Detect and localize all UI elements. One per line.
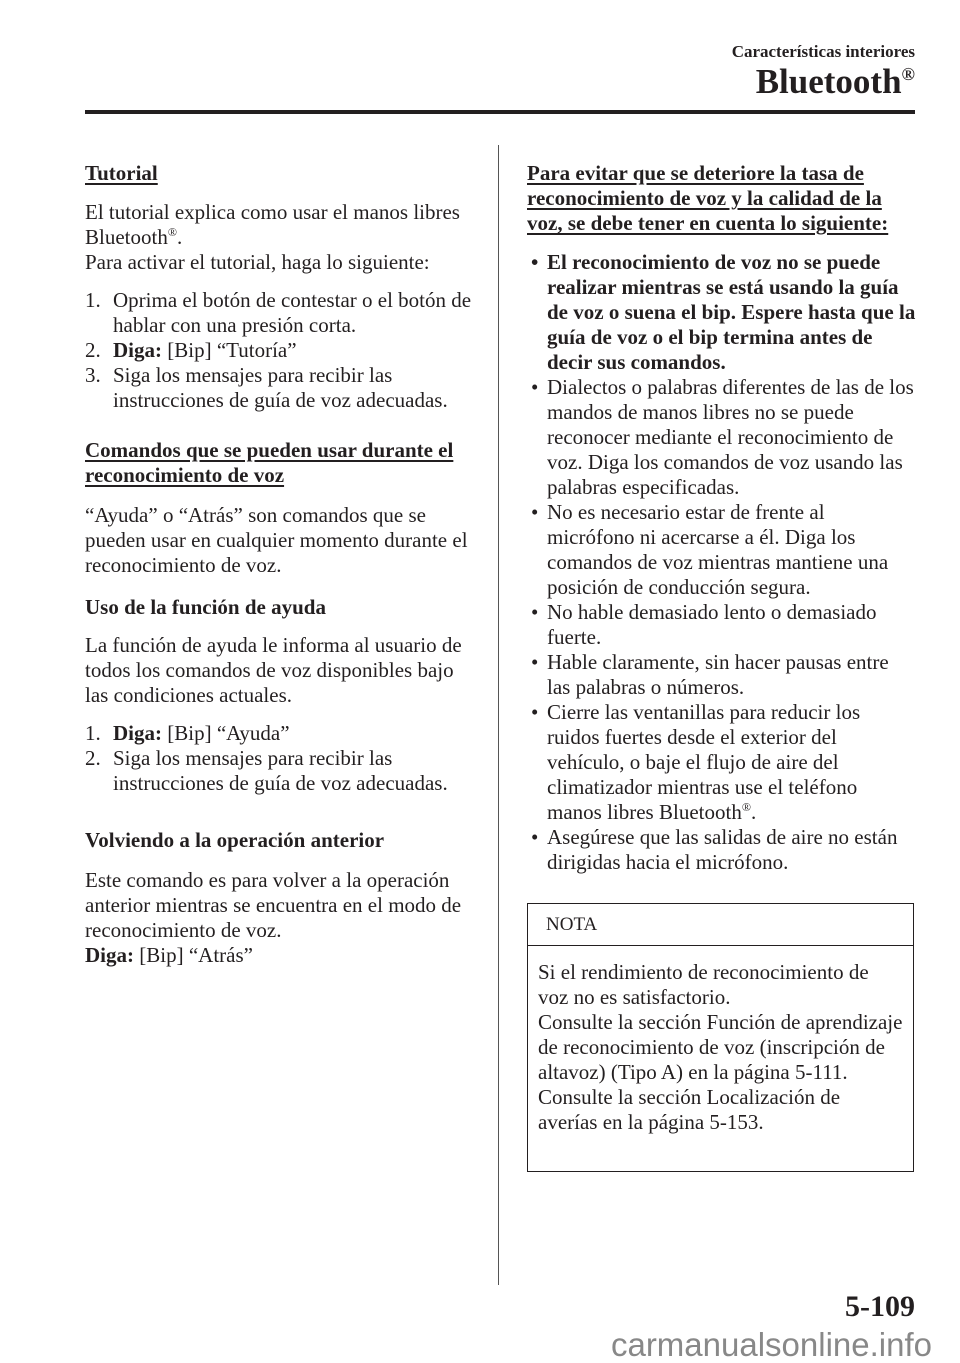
step-text: Siga los mensajes para recibir las instrucciones de guía de voz adecuadas. — [113, 363, 448, 412]
bullet-text: El reconocimiento de voz no se puede realizar mientras se está usando la guía de voz o suena el bip. Espere hasta que la guía de voz o el bip termina antes de decir sus comandos. — [547, 250, 916, 374]
note-line: Consulte la sección Función de aprendizaje de reconocimiento de voz (inscripción de altavoz) (Tipo A) en la página 5-111. — [538, 1010, 903, 1084]
chapter-title-text: Bluetooth — [755, 62, 902, 101]
registered-mark: ® — [741, 800, 751, 814]
period: . — [750, 800, 757, 824]
voice-tips-list — [527, 250, 917, 875]
list-item — [85, 338, 475, 363]
help-steps — [85, 721, 475, 796]
bullet: • — [531, 825, 539, 849]
tutorial-text: El tutorial explica como usar el manos libres Bluetooth — [85, 200, 460, 249]
note-line: Consulte la sección Localización de averías en la página 5-153. — [538, 1085, 841, 1134]
help-paragraph: La función de ayuda le informa al usuario de todos los comandos de voz disponibles bajo las condiciones actuales. — [85, 633, 462, 707]
list-item — [85, 721, 475, 746]
back-text: Este comando es para volver a la operación anterior mientras se encuentra en el modo de reconocimiento de voz. — [85, 868, 462, 942]
tutorial-heading: Tutorial — [85, 161, 158, 185]
note-box — [527, 903, 914, 1172]
commands-paragraph: “Ayuda” o “Atrás” son comandos que se pueden usar en cualquier momento durante el reconocimiento de voz. — [85, 503, 468, 577]
watermark: carmanualsonline.info — [610, 1326, 932, 1363]
back-paragraph — [85, 868, 475, 968]
step-text: [Bip] “Ayuda” — [162, 721, 290, 745]
list-item — [527, 700, 917, 825]
list-item — [527, 825, 917, 875]
right-column — [527, 161, 917, 1172]
tutorial-steps — [85, 288, 475, 413]
period: . — [176, 225, 183, 249]
chapter-title — [756, 64, 915, 100]
bullet-text: Hable claramente, sin hacer pausas entre las palabras o números. — [547, 650, 889, 699]
section-title: Características interiores — [731, 42, 915, 61]
step-number: 1. — [85, 288, 101, 312]
list-item — [527, 250, 917, 375]
step-number: 1. — [85, 721, 101, 745]
list-item — [527, 600, 917, 650]
bullet-text: Asegúrese que las salidas de aire no están dirigidas hacia el micrófono. — [547, 825, 898, 874]
step-bold: Diga: — [113, 338, 162, 362]
bullet: • — [531, 500, 539, 524]
step-text: [Bip] “Tutoría” — [162, 338, 297, 362]
note-title: NOTA — [528, 904, 913, 946]
bullet-text: No es necesario estar de frente al micrófono ni acercarse a él. Diga los comandos de voz mientras mantiene una posición de conducción segura. — [547, 500, 889, 599]
list-item — [527, 375, 917, 500]
bullet: • — [531, 375, 539, 399]
note-line: Si el rendimiento de reconocimiento de voz no es satisfactorio. — [538, 960, 869, 1009]
bullet-text: No hable demasiado lento o demasiado fuerte. — [547, 600, 877, 649]
page-number: 5-109 — [845, 1290, 915, 1323]
step-number: 2. — [85, 746, 101, 770]
list-item — [527, 500, 917, 600]
tutorial-text-2: Para activar el tutorial, haga lo siguiente: — [85, 250, 430, 274]
column-divider — [498, 145, 499, 1285]
say-text: [Bip] “Atrás” — [134, 943, 253, 967]
bullet: • — [531, 700, 539, 724]
left-column — [85, 161, 475, 968]
registered-mark: ® — [901, 64, 915, 84]
step-text: Siga los mensajes para recibir las instrucciones de guía de voz adecuadas. — [113, 746, 448, 795]
step-number: 2. — [85, 338, 101, 362]
step-text: Oprima el botón de contestar o el botón de hablar con una presión corta. — [113, 288, 472, 337]
registered-mark: ® — [167, 225, 177, 239]
bullet: • — [531, 600, 539, 624]
list-item — [85, 363, 475, 413]
header-rule — [85, 110, 915, 114]
voice-tips-heading: Para evitar que se deteriore la tasa de reconocimiento de voz y la calidad de la voz, se debe tener en cuenta lo siguiente: — [527, 161, 889, 235]
back-heading: Volviendo a la operación anterior — [85, 828, 385, 852]
commands-heading: Comandos que se pueden usar durante el reconocimiento de voz — [85, 438, 454, 487]
help-heading: Uso de la función de ayuda — [85, 595, 326, 619]
step-number: 3. — [85, 363, 101, 387]
tutorial-paragraph — [85, 200, 475, 275]
bullet: • — [531, 650, 539, 674]
step-bold: Diga: — [113, 721, 162, 745]
list-item — [527, 650, 917, 700]
say-bold: Diga: — [85, 943, 134, 967]
note-body — [528, 946, 913, 1149]
bullet: • — [531, 250, 539, 274]
list-item — [85, 288, 475, 338]
list-item — [85, 746, 475, 796]
bullet-text: Dialectos o palabras diferentes de las de los mandos de manos libres no se puede reconocer mediante el reconocimiento de voz. Diga los comandos de voz usando las palabras especificadas. — [547, 375, 914, 499]
bullet-text: Cierre las ventanillas para reducir los ruidos fuertes desde el exterior del vehículo, o baje el flujo de aire del climatizador mientras use el teléfono manos libres Bluetooth — [547, 700, 861, 824]
